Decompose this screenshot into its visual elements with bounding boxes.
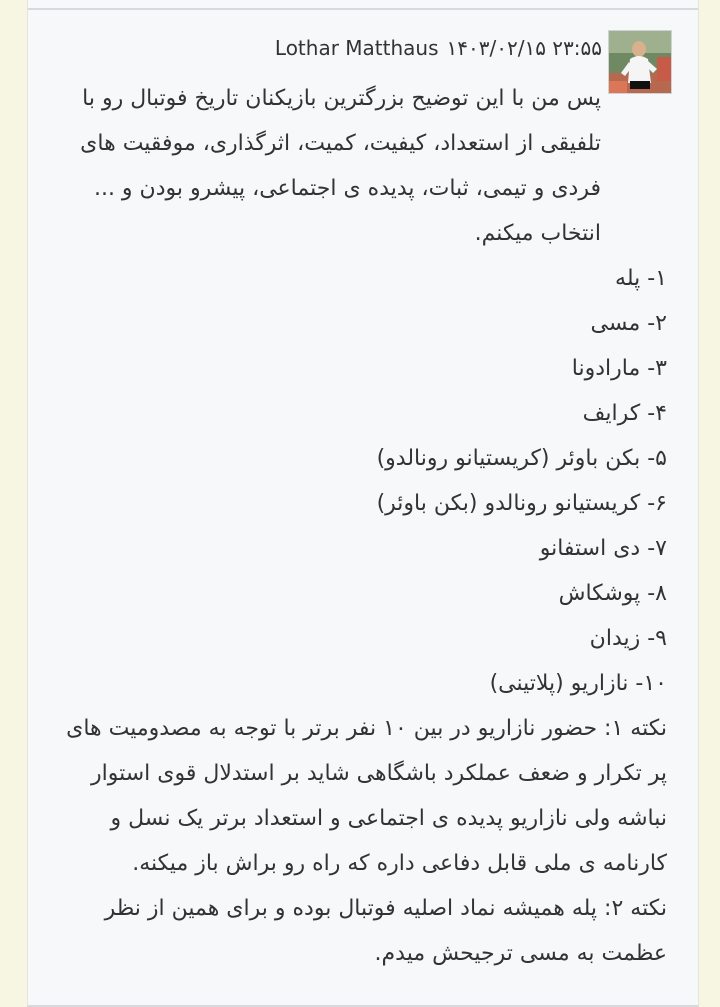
list-item: ۷- دی استفانو <box>539 536 667 561</box>
top-divider <box>28 8 698 10</box>
comment-date: ۱۴۰۳/۰۲/۱۵ ۲۳:۵۵ <box>446 36 602 60</box>
list-item: ۱- پله <box>615 266 667 291</box>
comment-intro: پس من با این توضیح بزرگترین بازیکنان تاریخ فوتبال رو با تلفیقی از استعداد، کیفیت، کمیت، اثرگذاری، موفقیت های فردی و تیمی، ثبات، پدیده ی اجتماعی، پیشرو بودن و ... انتخاب میکنم. <box>80 86 601 246</box>
list-item: ۶- کریستیانو رونالدو (بکن باوئر) <box>376 491 667 516</box>
comment-author[interactable]: Lothar Matthaus <box>274 36 439 60</box>
list-item: ۸- پوشکاش <box>558 581 667 606</box>
list-item: ۹- زیدان <box>589 626 667 651</box>
note-1: نکته ۱: حضور نازاریو در بین ۱۰ نفر برتر با توجه به مصدومیت های پر تکرار و ضعف عملکرد باشگاهی شاید بر استدلال قوی استوار نباشه ولی نازاریو پدیده ی اجتماعی و استعداد برتر یک نسل و کارنامه ی ملی قابل دفاعی داره که راه رو براش باز میکنه. <box>66 716 667 876</box>
list-item: ۱۰- نازاریو (پلاتینی) <box>489 671 667 696</box>
list-item: ۲- مسی <box>590 311 667 336</box>
note-2: نکته ۲: پله همیشه نماد اصلیه فوتبال بوده و برای همین از نظر عظمت به مسی ترجیحش میدم. <box>104 896 667 966</box>
list-item: ۴- کرایف <box>582 401 667 426</box>
ranking-list <box>45 256 667 706</box>
comment-header <box>275 36 602 60</box>
list-item: ۵- بکن باوئر (کریستیانو رونالدو) <box>376 446 667 471</box>
comment-card <box>27 0 699 1007</box>
comment-body <box>45 76 667 976</box>
list-item: ۳- مارادونا <box>571 356 667 381</box>
